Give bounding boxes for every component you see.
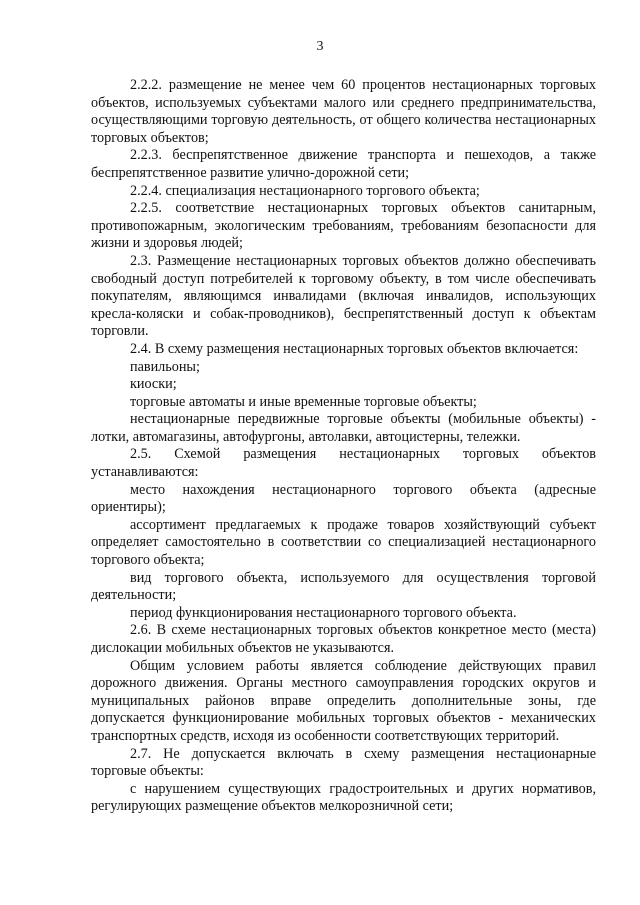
list-item-vending-machines: торговые автоматы и иные временные торговые объекты;	[130, 393, 477, 410]
paragraph-2-2-3: 2.2.3. беспрепятственное движение транспорта и пешеходов, а также беспрепятственное развитие улично-дорожной сети;	[91, 147, 596, 181]
list-item-kiosks: киоски;	[130, 376, 177, 393]
document-body	[91, 77, 596, 816]
paragraph-2-2-4: 2.2.4. специализация нестационарного торгового объекта;	[130, 182, 480, 199]
paragraph-2-2-2: 2.2.2. размещение не менее чем 60 процентов нестационарных торговых объектов, используемых субъектами малого или среднего предпринимательства, осуществляющими торговую деятельность, от общего количества нестационарных торговых объектов;	[91, 77, 596, 146]
list-item-norms-violation: с нарушением существующих градостроительных и других нормативов, регулирующих размещение объектов мелкорозничной сети;	[91, 780, 596, 815]
paragraph-2-7: 2.7. Не допускается включать в схему размещения нестационарные торговые объекты:	[91, 745, 596, 780]
paragraph-2-2-5: 2.2.5. соответствие нестационарных торговых объектов санитарным, противопожарным, экологическим требованиям, требованиям безопасности для жизни и здоровья людей;	[91, 200, 596, 252]
list-item-object-type: вид торгового объекта, используемого для осуществления торговой деятельности;	[91, 569, 596, 604]
paragraph-2-3: 2.3. Размещение нестационарных торговых объектов должно обеспечивать свободный доступ потребителей к торговому объекту, в том числе обеспечивать покупателям, являющимся инвалидами (включая инвалидов, использующих кресла-коляски и собак-проводников), беспрепятственный доступ к объектам торговли.	[91, 252, 596, 340]
page-number: 3	[316, 39, 324, 54]
paragraph-2-5: 2.5. Схемой размещения нестационарных торговых объектов устанавливаются:	[91, 446, 596, 481]
paragraph-general-condition: Общим условием работы является соблюдение действующих правил дорожного движения. Органы местного самоуправления городских округов и муниципальных районов вправе определить дополнительные зоны, где допускается функционирование мобильных торговых объектов - механических транспортных средств, исходя из особенности соответствующих территорий.	[91, 657, 596, 744]
list-item-assortment: ассортимент предлагаемых к продаже товаров хозяйствующий субъект определяет самостоятельно в соответствии со специализацией нестационарного торгового объекта;	[91, 516, 596, 569]
paragraph-2-6: 2.6. В схеме нестационарных торговых объектов конкретное место (места) дислокации мобильных объектов не указываются.	[91, 622, 596, 656]
list-item-operating-period: период функционирования нестационарного торгового объекта.	[130, 604, 517, 621]
list-item-pavilions: павильоны;	[130, 358, 200, 375]
paragraph-2-4: 2.4. В схему размещения нестационарных торговых объектов включается:	[130, 340, 579, 357]
list-item-location: место нахождения нестационарного торгового объекта (адресные ориентиры);	[91, 481, 596, 516]
list-item-mobile-objects: нестационарные передвижные торговые объекты (мобильные объекты) - лотки, автомагазины, автофургоны, автолавки, автоцистерны, тележки.	[91, 411, 596, 445]
